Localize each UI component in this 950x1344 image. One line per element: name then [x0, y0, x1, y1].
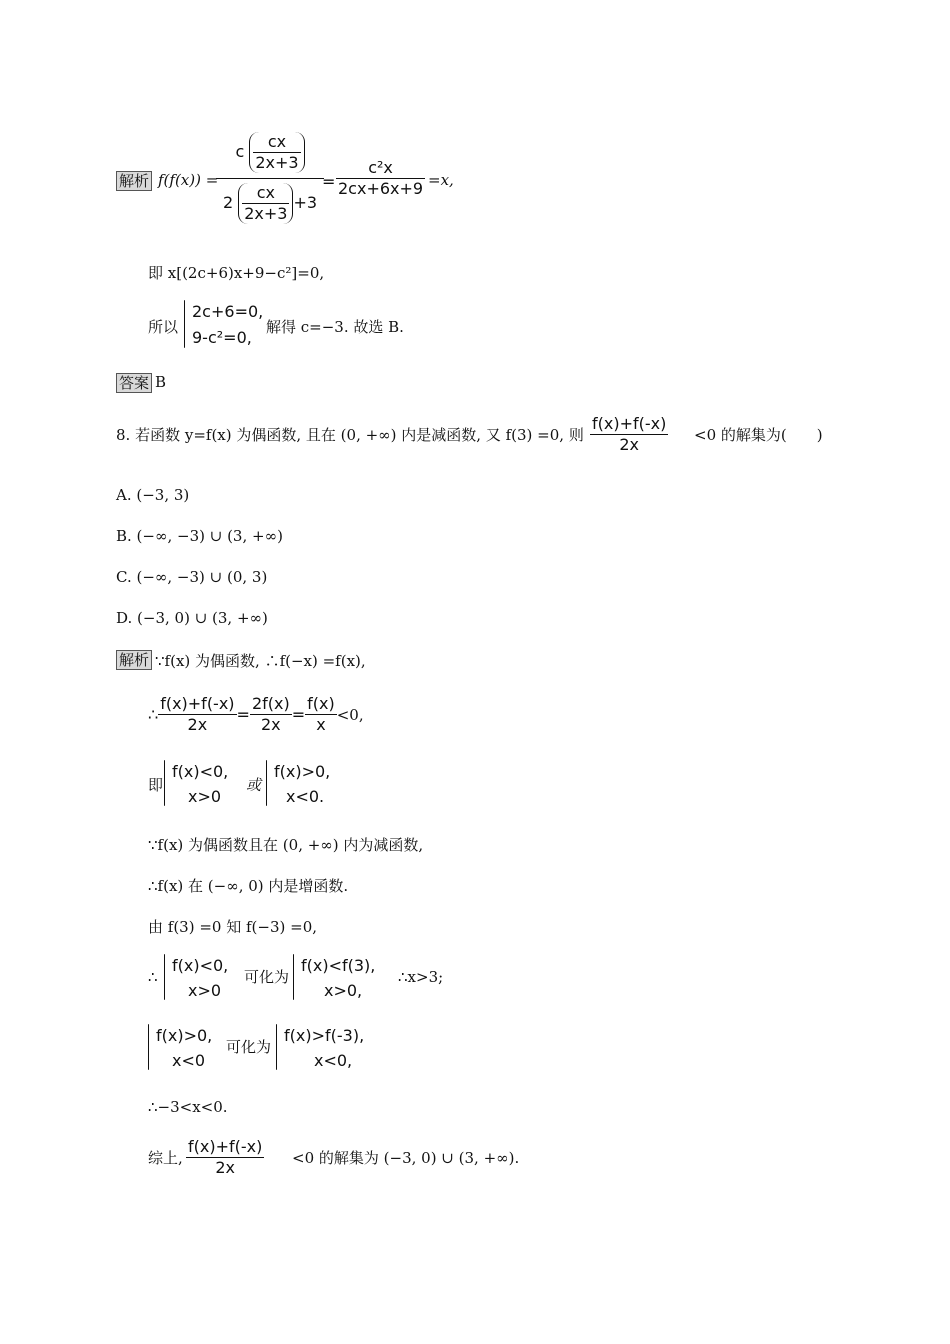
s8-eq1: =: [236, 705, 250, 724]
s8-l2-post: <0,: [336, 705, 364, 724]
q8-option-c: C. (−∞, −3) ∪ (0, 3): [116, 568, 268, 586]
p7-answer: B: [155, 373, 167, 391]
s8-l2-pre: ∴: [148, 705, 159, 724]
s8-f4: [186, 1137, 264, 1178]
s8-l1: ∵f(x) 为偶函数, ∴f(−x) =f(x),: [155, 652, 366, 670]
q8-frac-num: f(x)+f(-x): [592, 414, 667, 433]
s8-eq2: =: [291, 705, 306, 724]
s8-l7-post: ∴x>3;: [398, 968, 444, 986]
s8-l6: 由 f(3) =0 知 f(−3) =0,: [148, 918, 317, 936]
q8-stem-pre: 8. 若函数 y=f(x) 为偶函数, 且在 (0, +∞) 内是减函数, 又 f(3) =0, 则: [116, 426, 584, 444]
s8-s5a: f(x)>0,: [156, 1026, 213, 1045]
p7-den-two: 2: [222, 193, 234, 212]
p7-rhs-num: c²x: [368, 158, 393, 177]
s8-s1a: f(x)<0,: [172, 762, 229, 781]
s8-l3-pre: 即: [148, 776, 164, 794]
s8-l9: ∴−3<x<0.: [148, 1098, 228, 1116]
q8-option-a: A. (−3, 3): [116, 486, 190, 504]
p7-plus3: +3: [293, 193, 318, 212]
s8-f4-num: f(x)+f(-x): [188, 1137, 263, 1156]
s8-s3b: x>0: [188, 981, 222, 1000]
p7-brace: [184, 300, 185, 348]
p7-rhs-den: 2cx+6x+9: [338, 179, 424, 198]
s8-s4b: x>0,: [324, 981, 363, 1000]
s8-s2a: f(x)>0,: [274, 762, 331, 781]
p7-line3-pre: 所以: [148, 318, 179, 336]
s8-brace5: [148, 1024, 149, 1070]
p7-line2: 即 x[(2c+6)x+9−c²]=0,: [148, 264, 325, 282]
answer-tag: 答案: [116, 373, 152, 393]
analysis-tag: 解析: [116, 171, 152, 191]
s8-s2b: x<0.: [286, 787, 325, 806]
s8-s6b: x<0,: [314, 1051, 353, 1070]
p7-2x3: 2x+3: [255, 153, 299, 172]
p7-lhs: f(f(x)) =: [158, 171, 219, 189]
p7-eq: =: [322, 172, 336, 191]
s8-f2-num: 2f(x): [251, 694, 290, 713]
p7-cx: cx: [267, 132, 287, 151]
s8-f3-num: f(x): [307, 694, 335, 713]
p7-sys1: 2c+6=0,: [192, 302, 264, 321]
q8-option-d: D. (−3, 0) ∪ (3, +∞): [116, 609, 268, 627]
s8-f1-den: 2x: [187, 715, 208, 734]
s8-brace4: [293, 954, 294, 1000]
s8-l8-mid: 可化为: [226, 1038, 272, 1056]
s8-s6a: f(x)>f(-3),: [284, 1026, 365, 1045]
q8-fraction: [590, 414, 668, 455]
s8-s4a: f(x)<f(3),: [301, 956, 376, 975]
s8-brace3: [164, 954, 165, 1000]
p7-rhs-tail: =x,: [428, 171, 454, 189]
s8-s1b: x>0: [188, 787, 222, 806]
p7-line3-post: 解得 c=−3. 故选 B.: [266, 318, 404, 336]
s8-f3-den: x: [316, 715, 326, 734]
q8-frac-den: 2x: [619, 435, 639, 454]
s8-l7-mid: 可化为: [244, 968, 290, 986]
s8-or: 或: [246, 776, 262, 794]
q8-option-b: B. (−∞, −3) ∪ (3, +∞): [116, 527, 283, 545]
q8-stem-post: <0 的解集为( ): [694, 426, 823, 444]
p7-sys2: 9-c²=0,: [192, 328, 252, 347]
s8-l5: ∴f(x) 在 (−∞, 0) 内是增函数.: [148, 877, 349, 895]
s8-l2: [148, 694, 364, 735]
p7-rhs-fraction: [336, 158, 425, 199]
p7-cx-den: cx: [256, 183, 275, 202]
s8-s5b: x<0: [172, 1051, 206, 1070]
s8-l10-pre: 综上,: [148, 1149, 183, 1167]
s8-f1-num: f(x)+f(-x): [160, 694, 235, 713]
s8-l10-post: <0 的解集为 (−3, 0) ∪ (3, +∞).: [292, 1149, 520, 1167]
p7-big-fraction: [216, 132, 324, 224]
s8-brace1: [164, 760, 165, 806]
s8-f4-den: 2x: [215, 1158, 235, 1177]
analysis-tag-2: 解析: [116, 650, 152, 670]
s8-brace6: [276, 1024, 277, 1070]
s8-l4: ∵f(x) 为偶函数且在 (0, +∞) 内为减函数,: [148, 836, 424, 854]
p7-2x3-den: 2x+3: [244, 204, 288, 223]
s8-brace2: [266, 760, 267, 806]
s8-l7-pre: ∴: [148, 968, 158, 986]
s8-s3a: f(x)<0,: [172, 956, 229, 975]
p7-c: c: [235, 142, 245, 161]
s8-f2-den: 2x: [261, 715, 281, 734]
